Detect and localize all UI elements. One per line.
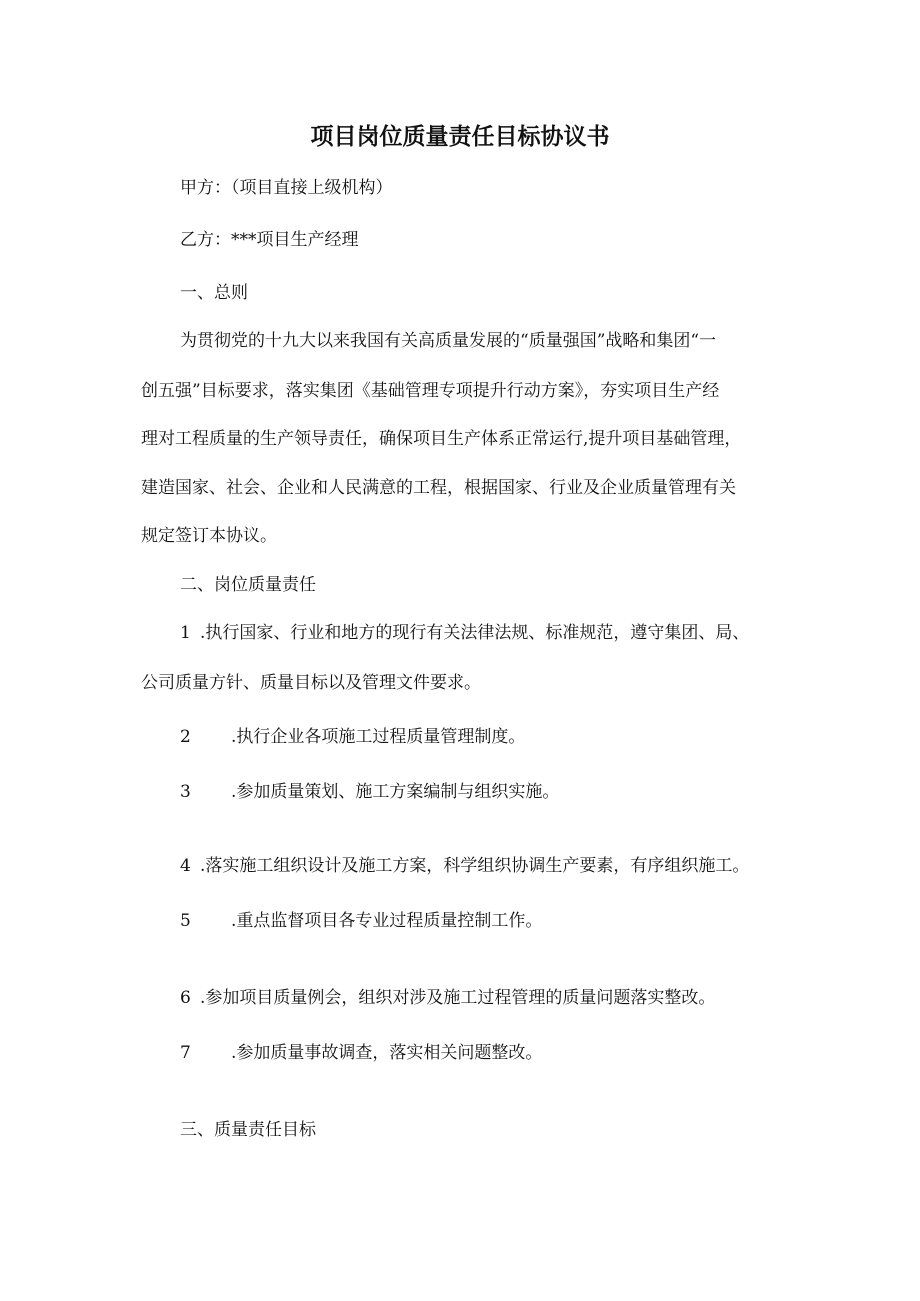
section-1-paragraph-line: 理对工程质量的生产领导责任，确保项目生产体系正常运行,提升项目基础管理， xyxy=(141,429,742,449)
section-1-paragraph-line: 建造国家、社会、企业和人民满意的工程，根据国家、行业及企业质量管理有关 xyxy=(141,478,736,498)
list-item-number: 6 xyxy=(180,988,191,1008)
list-item-continuation: 公司质量方针、质量目标以及管理文件要求。 xyxy=(141,673,481,693)
party-a-line: 甲方：（项目直接上级机构） xyxy=(180,178,393,198)
party-b-line: 乙方：***项目生产经理 xyxy=(180,230,359,250)
document-title: 项目岗位质量责任目标协议书 xyxy=(310,124,610,150)
list-item-text: .落实施工组织设计及施工方案，科学组织协调生产要素，有序组织施工。 xyxy=(200,856,750,876)
list-item-text: .参加项目质量例会，组织对涉及施工过程管理的质量问题落实整改。 xyxy=(200,988,716,1008)
list-item-number: 3 xyxy=(180,782,191,802)
section-2-heading: 二、岗位质量责任 xyxy=(180,575,316,595)
list-item-text: .参加质量策划、施工方案编制与组织实施。 xyxy=(231,782,560,802)
section-1-paragraph-line: 规定签订本协议。 xyxy=(141,526,277,546)
list-item-text: .重点监督项目各专业过程质量控制工作。 xyxy=(231,911,543,931)
list-item-number: 2 xyxy=(180,727,191,747)
list-item-number: 5 xyxy=(180,911,191,931)
list-item-number: 7 xyxy=(180,1043,191,1063)
list-item-text: .执行企业各项施工过程质量管理制度。 xyxy=(231,727,526,747)
section-1-heading: 一、总则 xyxy=(180,283,248,303)
list-item-number: 1 xyxy=(180,623,191,643)
section-3-heading: 三、质量责任目标 xyxy=(180,1120,316,1140)
section-1-paragraph-line: 创五强”目标要求，落实集团《基础管理专项提升行动方案》，夯实项目生产经 xyxy=(141,381,720,401)
section-1-paragraph-line: 为贯彻党的十九大以来我国有关高质量发展的“质量强国”战略和集团“一 xyxy=(180,331,717,351)
list-item-text: .参加质量事故调查，落实相关问题整改。 xyxy=(231,1043,543,1063)
list-item-number: 4 xyxy=(180,856,191,876)
list-item-text: .执行国家、行业和地方的现行有关法律法规、标准规范，遵守集团、局、 xyxy=(200,623,750,643)
